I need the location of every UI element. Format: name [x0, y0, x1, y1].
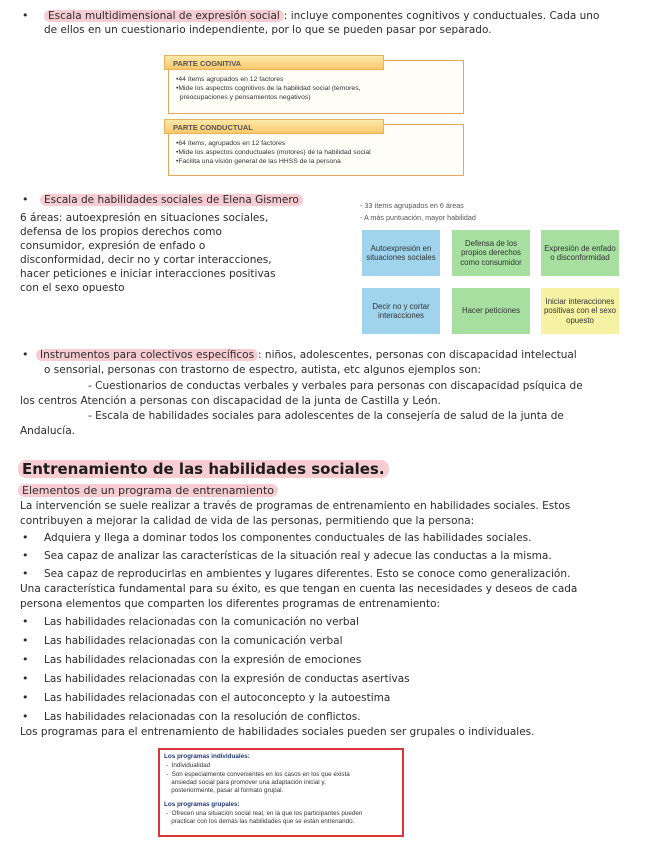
cognitive-item: preocupaciones y pensamientos negativos) — [176, 94, 311, 101]
gismero-line: con el sexo opuesto — [20, 282, 125, 294]
bullet-dot: • — [22, 531, 29, 544]
bullet-dot: • — [22, 9, 29, 22]
section-title — [18, 460, 389, 478]
bullet-item: Las habilidades relacionadas con la comunicación no verbal — [44, 616, 359, 628]
paragraph-instrumentos — [36, 349, 646, 362]
bullet-dot: • — [22, 634, 29, 647]
intro-line: La intervención se suele realizar a través de programas de entrenamiento en habilidades sociales. Estos — [20, 500, 571, 512]
paragraph-line: Andalucía. — [20, 425, 75, 437]
bullet-dot: • — [22, 567, 29, 580]
section-subtitle-text: Elementos de un programa de entrenamiento — [18, 484, 278, 497]
gismero-line: hacer peticiones e iniciar interacciones positivas — [20, 268, 276, 280]
bullet-dot: • — [22, 653, 29, 666]
conductual-item: •Facilita una visión general de las HHSS de la persona — [176, 158, 341, 165]
paragraph-line: los centros Atención a personas con discapacidad de la junta de Castilla y León. — [20, 395, 441, 407]
gismero-line: consumidor, expresión de enfado o — [20, 240, 206, 252]
bullet-item: Las habilidades relacionadas con la comunicación verbal — [44, 635, 343, 647]
paragraph-line: de ellos en un cuestionario independiente, por lo que se pueden pasar por separado. — [44, 24, 492, 36]
paragraph-line: o sensorial, personas con trastorno de espectro, autista, etc algunos ejemplos son: — [44, 364, 481, 376]
bullet-item: Las habilidades relacionadas con la expresión de emociones — [44, 654, 362, 666]
conductual-item: •Mide los aspectos conductuales (motores) de la habilidad social — [176, 149, 371, 156]
skill-cell: Iniciar interacciones positivas con el sexo opuesto — [541, 288, 619, 334]
skill-cell: Autoexpresión en situaciones sociales — [362, 230, 440, 276]
bullet-item: Sea capaz de reproducirlas en ambientes y lugares diferentes. Esto se conoce como generalización. — [44, 568, 571, 580]
paragraph-escala-multidimensional — [44, 10, 644, 23]
bullet-dot: • — [22, 710, 29, 723]
bullet-item: Las habilidades relacionadas con el autoconcepto y la autoestima — [44, 692, 391, 704]
intro-line: contribuyen a mejorar la calidad de vida de las personas, permitiendo que la persona: — [20, 515, 475, 527]
gismero-line: 6 áreas: autoexpresión en situaciones sociales, — [20, 212, 269, 224]
bullet-dot: • — [22, 193, 29, 206]
bullet-dot: • — [22, 348, 29, 361]
paragraph-line: Una característica fundamental para su éxito, es que tengan en cuenta las necesidades y deseos de cada — [20, 583, 578, 595]
skill-cell: Expresión de enfado o disconformidad — [541, 230, 619, 276]
cognitive-item: •Mide los aspectos cognitivos de la habilidad social (temores, — [176, 85, 361, 92]
bullet-dot: • — [22, 691, 29, 704]
skill-cell: Hacer peticiones — [452, 288, 530, 334]
conductual-item: •64 ítems, agrupados en 12 factores — [176, 140, 286, 147]
bullet-item: Las habilidades relacionadas con la resolución de conflictos. — [44, 711, 361, 723]
programs-item: - Ofrecen una situación social real, en la que los participantes pueden — [166, 810, 363, 817]
paragraph-line: - Escala de habilidades sociales para adolescentes de la consejería de salud de la junta de — [88, 410, 564, 422]
closing-line: Los programas para el entrenamiento de habilidades sociales pueden ser grupales o individuales. — [20, 726, 535, 738]
grid-note: - 33 ítems agrupados en 6 áreas — [360, 201, 464, 210]
skill-cell: Decir no y cortar interacciones — [362, 288, 440, 334]
programs-item: - Son especialmente convenientes en los casos en los que exista — [166, 771, 350, 778]
bullet-dot: • — [22, 549, 29, 562]
bullet-item: Adquiera y llega a dominar todos los componentes conductuales de las habilidades sociales. — [44, 532, 532, 544]
programs-item: practicar con los demás las habilidades que se están entrenando. — [166, 818, 355, 825]
conductual-box-title: PARTE CONDUCTUAL — [164, 119, 384, 134]
programs-item: - Individualidad — [166, 762, 211, 769]
gismero-line: defensa de los propios derechos como — [20, 226, 222, 238]
section-subtitle — [18, 484, 278, 497]
gismero-line: disconformidad, decir no y cortar interacciones, — [20, 254, 272, 266]
skill-cell: Defensa de los propios derechos como consumidor — [452, 230, 530, 276]
paragraph-line: persona elementos que comparten los diferentes programas de entrenamiento: — [20, 598, 441, 610]
cognitive-box-title: PARTE COGNITIVA — [164, 55, 384, 70]
highlight-escala-multidimensional: Escala multidimensional de expresión social — [44, 10, 284, 22]
paragraph-line: - Cuestionarios de conductas verbales y verbales para personas con discapacidad psíquica de — [88, 380, 583, 392]
programs-item: posteriormente, pasar al formato grupal. — [166, 787, 284, 794]
text: : incluye componentes cognitivos y conductuales. Cada uno — [283, 10, 600, 22]
programs-individual-heading: Los programas individuales: — [164, 753, 250, 760]
programs-group-heading: Los programas grupales: — [164, 801, 240, 808]
highlight-instrumentos: Instrumentos para colectivos específicos — [36, 349, 258, 361]
bullet-item: Las habilidades relacionadas con la expresión de conductas asertivas — [44, 673, 410, 685]
highlight-gismero: Escala de habilidades sociales de Elena Gismero — [40, 194, 303, 206]
section-title-text: Entrenamiento de las habilidades sociales. — [18, 460, 389, 478]
bullet-item: Sea capaz de analizar las características de la situación real y adecue las conductas a la misma. — [44, 550, 552, 562]
text: : niños, adolescentes, personas con discapacidad intelectual — [258, 349, 577, 361]
bullet-dot: • — [22, 615, 29, 628]
heading-gismero — [40, 194, 303, 207]
cognitive-item: •44 ítems agrupados en 12 factores — [176, 76, 284, 83]
programs-item: ansiedad social para promover una adaptación inicial y, — [166, 779, 326, 786]
bullet-dot: • — [22, 672, 29, 685]
grid-note: - A más puntuación, mayor habilidad — [360, 213, 476, 222]
